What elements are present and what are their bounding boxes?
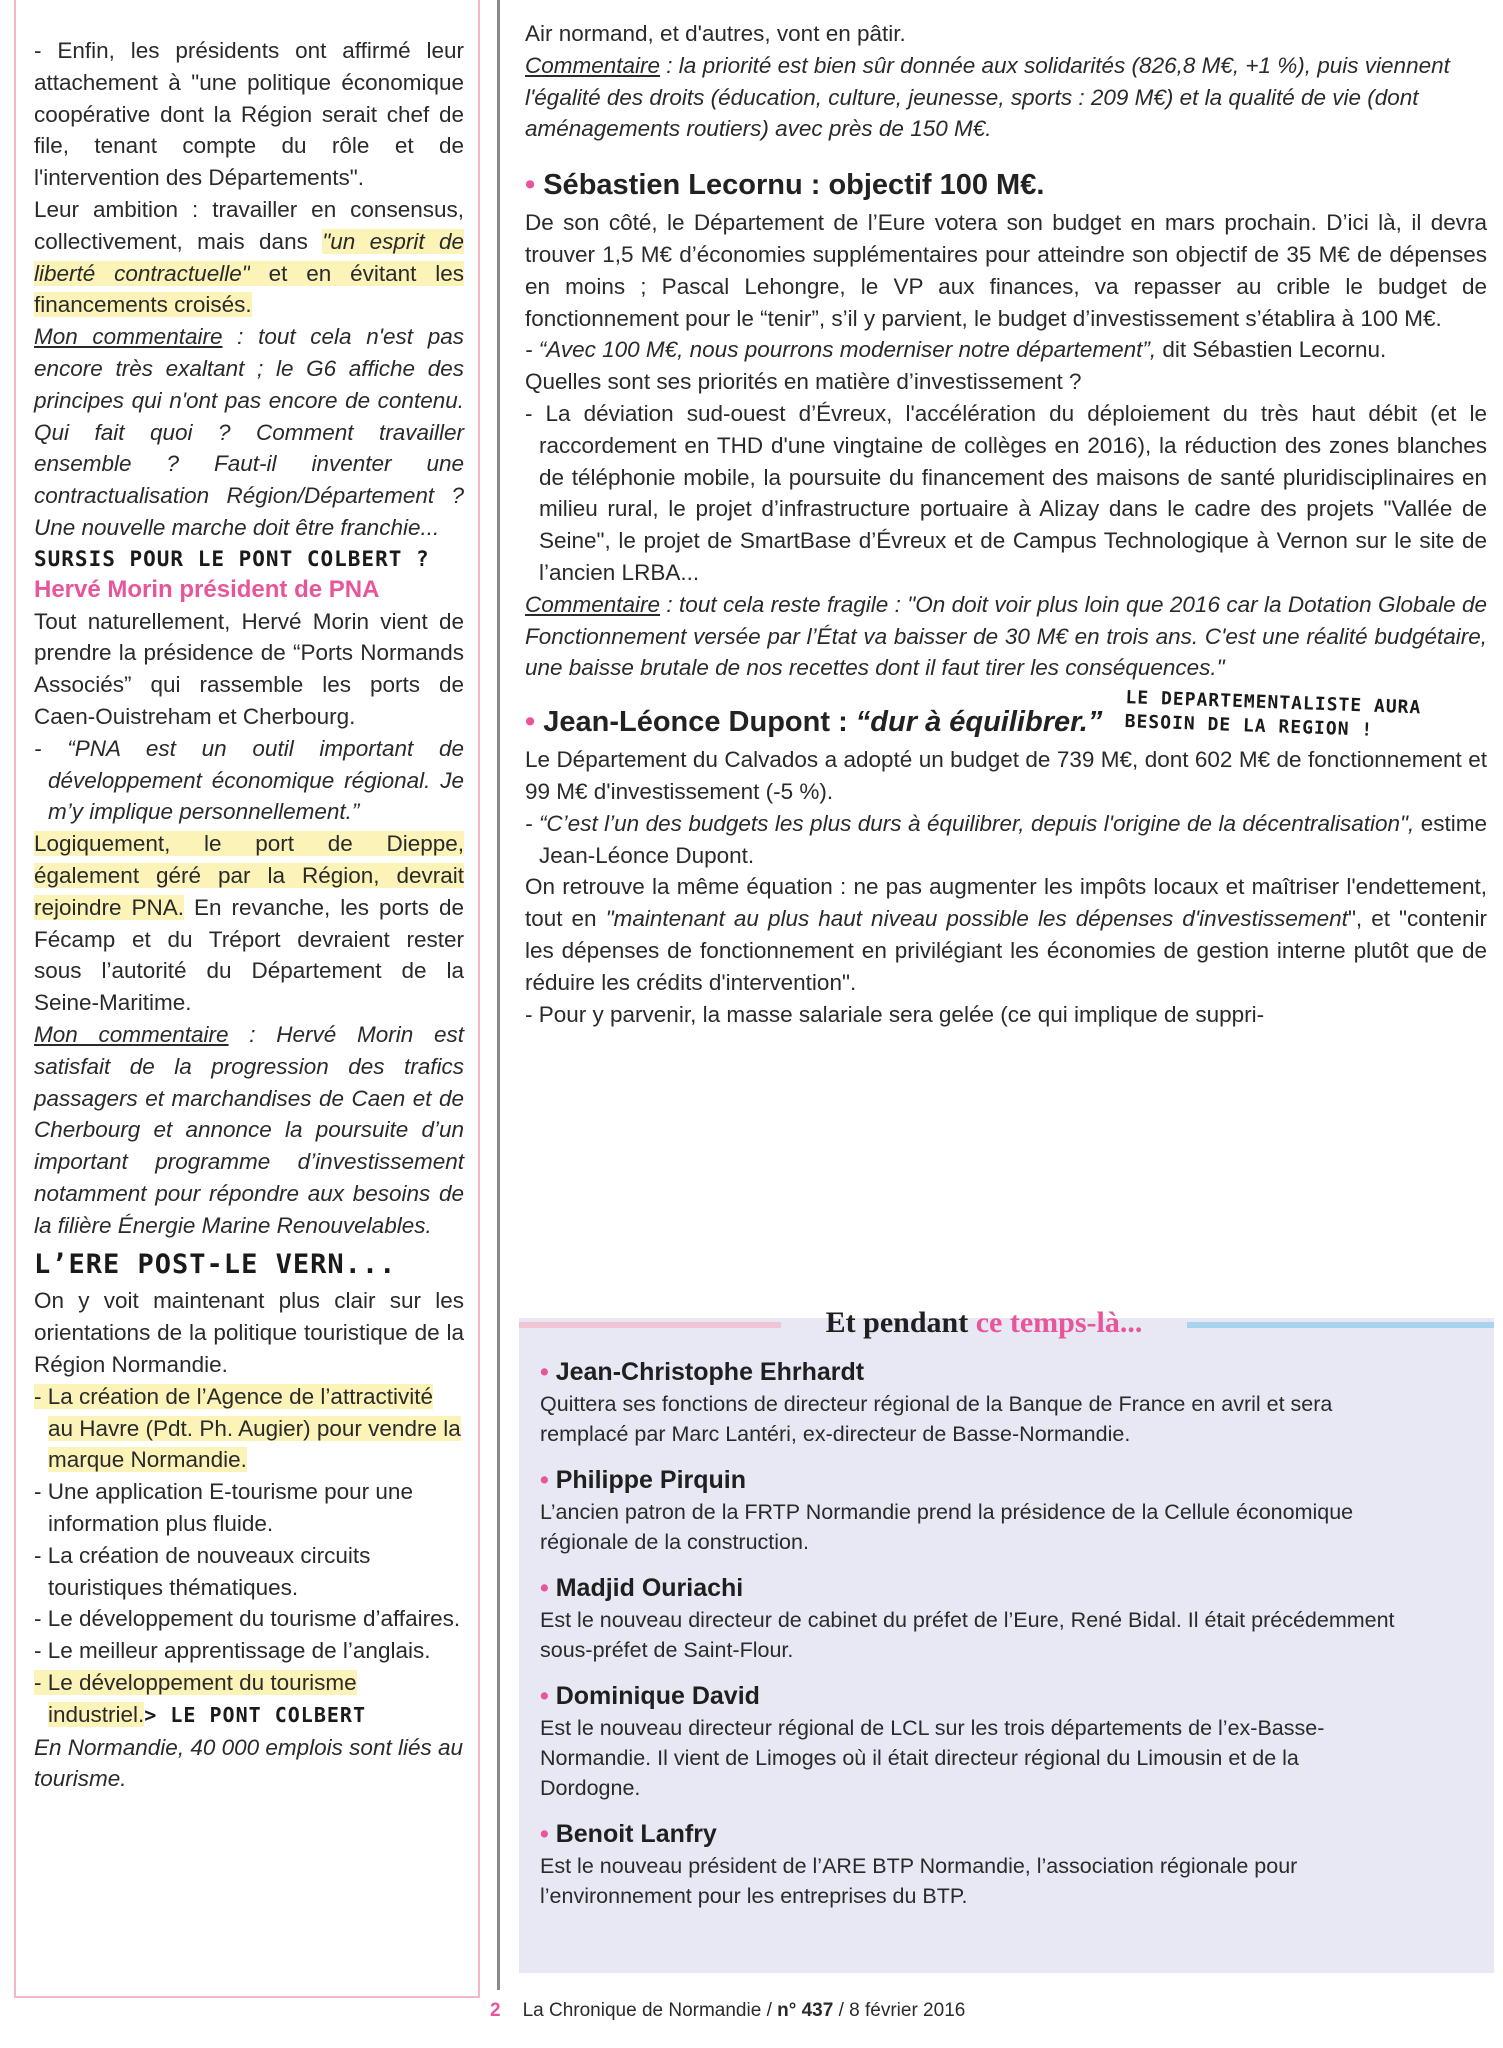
- paragraph-priorites: Quelles sont ses priorités en matière d’investissement ?: [525, 369, 1082, 395]
- bullet-icon: •: [540, 1682, 549, 1710]
- bullet-icon: •: [525, 706, 536, 739]
- issue-number: n° 437: [777, 2000, 834, 2021]
- page-number: 2: [490, 2000, 501, 2021]
- sidebar-item-text: Est le nouveau directeur de cabinet du préfet de l’Eure, René Bidal. Il était précédemment sous-préfet de Saint-Flour.: [540, 1608, 1395, 1662]
- bullet-icon: •: [540, 1466, 549, 1494]
- paragraph-investissements: - La déviation sud-ouest d’Évreux, l'accélération du déploiement du très haut débit (et le raccordement en THD d'une vingtaine de collèges en 2016), la réduction des zones blanches de téléphonie mobile, la poursuite du financement des maisons de santé pluridisciplinaires en milieu rural, le projet d’infrastructure portuaire à Alizay dans le cadre des projets "Vallée de Seine", le projet de SmartBase d’Évreux et de Campus Technologique à Vernon sur le site de l’ancien LRBA...: [525, 400, 1487, 585]
- paragraph-ports: Logiquement, le port de Dieppe, également géré par la Région, devrait rejoindre PNA. En revanche, les ports de Fécamp et du Tréport devraient rester sous l’autorité du Département de la Seine-Maritime.: [34, 831, 464, 1016]
- sidebar-list: [540, 1355, 1400, 1925]
- paragraph-ambition: Leur ambition : travailler en consensus, collectivement, mais dans "un esprit de liberté contractuelle" et en évitant les financements croisés.: [34, 196, 464, 318]
- left-column: [34, 35, 464, 1795]
- list-item: - Le développement du tourisme d’affaires.: [34, 1606, 461, 1632]
- sidebar-item-name: • Philippe Pirquin: [540, 1466, 747, 1494]
- paragraph-air-normand: Air normand, et d'autres, vont en pâtir.: [525, 21, 906, 46]
- list-item: - La création de l’Agence de l’attractivité au Havre (Pdt. Ph. Augier) pour vendre la marque Normandie.: [34, 1383, 461, 1473]
- comment-fragile: Commentaire : tout cela reste fragile : "On doit voir plus loin que 2016 car la Dotation Globale de Fonctionnement versée par l’État va baisser de 30 M€ en trois ans. C'est une réalité budgétaire, une baisse brutale de nos recettes dont il faut tirer les conséquences.": [525, 591, 1487, 681]
- comment-g6: Mon commentaire : tout cela n'est pas encore très exaltant ; le G6 affiche des principes qui n'ont pas encore de contenu. Qui fait quoi ? Comment travailler ensemble ? Faut-il inventer une contractualisation Région/Département ? Une nouvelle marche doit être franchie...: [34, 324, 464, 540]
- column-divider: [497, 0, 500, 1990]
- bullet-icon: •: [540, 1574, 549, 1602]
- heading-lecornu: • Sébastien Lecornu : objectif 100 M€.: [525, 169, 1045, 202]
- sidebar-item: [540, 1571, 1400, 1665]
- handwritten-note-colbert: > LE PONT COLBERT: [144, 1702, 366, 1727]
- comment-label: Mon commentaire: [34, 1021, 229, 1047]
- bullet-icon: •: [540, 1358, 549, 1386]
- paragraph-masse-salariale: - Pour y parvenir, la masse salariale sera gelée (ce qui implique de suppri-: [525, 1001, 1265, 1027]
- sidebar-item-text: L’ancien patron de la FRTP Normandie prend la présidence de la Cellule économique régionale de la construction.: [540, 1500, 1354, 1554]
- comment-label: Commentaire: [525, 52, 661, 78]
- sidebar-item-name: • Jean-Christophe Ehrhardt: [540, 1358, 865, 1386]
- sidebar-item-text: Quittera ses fonctions de directeur régional de la Banque de France en avril et sera remplacé par Marc Lantéri, ex-directeur de Basse-Normandie.: [540, 1392, 1333, 1446]
- paragraph-tourisme: On y voit maintenant plus clair sur les orientations de la politique touristique de la Région Normandie.: [34, 1288, 464, 1378]
- quote-pna: - “PNA est un outil important de développement économique régional. Je m’y implique personnellement.”: [34, 735, 464, 825]
- paragraph-eure: De son côté, le Département de l’Eure votera son budget en mars prochain. D’ici là, il devra trouver 1,5 M€ d’économies supplémentaires pour atteindre son objectif de 35 M€ de dépenses en moins ; Pascal Lehongre, le VP aux finances, va repasser au crible le budget de fonctionnement pour le “tenir”, s’il y parvient, le budget d’investissement s’établira à 100 M€.: [525, 210, 1487, 331]
- title-bar-pink: [519, 1322, 781, 1328]
- paragraph-presidents: - Enfin, les présidents ont affirmé leur attachement à "une politique économique coopérative dont la Région serait chef de file, tenant compte du rôle et de l'intervention des Départements".: [34, 38, 464, 191]
- heading-dupont: • Jean-Léonce Dupont : “dur à équilibrer.”: [525, 706, 1103, 739]
- sidebar-item: [540, 1463, 1400, 1557]
- list-item: - Une application E-tourisme pour une information plus fluide.: [34, 1479, 413, 1537]
- quote-liberte: "un esprit de liberté contractuelle": [34, 228, 464, 286]
- handwritten-note-ere: L’ERE POST-LE VERN...: [34, 1249, 397, 1281]
- right-column: [525, 18, 1487, 1030]
- sidebar-item-text: Est le nouveau directeur régional de LCL sur les trois départements de l’ex-Basse-Normandie. Il vient de Limoges où il était directeur régional du Limousin et de la Dordogne.: [540, 1716, 1325, 1800]
- issue-date: / 8 février 2016: [833, 2000, 966, 2021]
- bullet-icon: •: [540, 1820, 549, 1848]
- handwritten-note-sursis: SURSIS POUR LE PONT COLBERT ?: [34, 546, 430, 571]
- comment-label: Mon commentaire: [34, 324, 223, 350]
- sidebar-item: [540, 1679, 1400, 1803]
- sidebar-item-text: Est le nouveau président de l’ARE BTP Normandie, l’association régionale pour l’environnement pour les entreprises du BTP.: [540, 1854, 1298, 1908]
- title-bar-blue: [1187, 1322, 1494, 1328]
- comment-label: Commentaire: [525, 591, 661, 617]
- heading-dupont-wrap: [525, 687, 1487, 741]
- paragraph-pna: Tout naturellement, Hervé Morin vient de prendre la présidence de “Ports Normands Associés” qui rassemble les ports de Caen-Ouistreham et Cherbourg.: [34, 608, 464, 729]
- highlight-dieppe: Logiquement, le port de Dieppe, également géré par la Région, devrait rejoindre PNA.: [34, 831, 464, 920]
- tourism-list: [34, 1381, 464, 1667]
- page-footer: [490, 2000, 965, 2022]
- sidebar-item-name: • Madjid Ouriachi: [540, 1574, 744, 1602]
- quote-dupont: - “C’est l’un des budgets les plus durs à équilibrer, depuis l'origine de la décentralisation", estime Jean-Léonce Dupont.: [525, 810, 1487, 868]
- sidebar-title: Et pendant ce temps-là...: [825, 1306, 1143, 1339]
- paragraph-equation: On retrouve la même équation : ne pas augmenter les impôts locaux et maîtriser l'endettement, tout en "maintenant au plus haut niveau possible les dépenses d'investissement", et "contenir les dépenses de fonctionnement en privilégiant les économies de gestion interne plutôt que de réduire les crédits d'intervention".: [525, 874, 1488, 995]
- closing-emplois: En Normandie, 40 000 emplois sont liés au tourisme.: [34, 1734, 463, 1792]
- sidebar-item: [540, 1817, 1400, 1911]
- publication-name: La Chronique de Normandie /: [522, 2000, 778, 2021]
- list-item-industriel: - Le développement du tourisme industriel.> LE PONT COLBERT: [34, 1670, 366, 1727]
- list-item: - La création de nouveaux circuits touristiques thématiques.: [34, 1542, 371, 1600]
- sidebar-title-row: [519, 1308, 1494, 1338]
- handwritten-note-departementaliste: LE DEPARTEMENTALISTE AURA BESOIN DE LA REGION !: [1124, 687, 1422, 741]
- paragraph-calvados: Le Département du Calvados a adopté un budget de 739 M€, dont 602 M€ de fonctionnement et 99 M€ d'investissement (-5 %).: [525, 747, 1487, 804]
- bullet-icon: •: [525, 169, 536, 202]
- sidebar-item: [540, 1355, 1400, 1449]
- quote-lecornu: - “Avec 100 M€, nous pourrons moderniser notre département”, dit Sébastien Lecornu.: [525, 337, 1387, 363]
- comment-solidarites: Commentaire : la priorité est bien sûr donnée aux solidarités (826,8 M€, +1 %), puis viennent l'égalité des droits (éducation, culture, jeunesse, sports : 209 M€) et la qualité de vie (dont aménagements routiers) avec près de 150 M€.: [525, 52, 1450, 142]
- sidebar-item-name: • Dominique David: [540, 1682, 760, 1710]
- comment-morin: Mon commentaire : Hervé Morin est satisfait de la progression des trafics passagers et marchandises de Caen et de Cherbourg et annonce la poursuite d’un important programme d’investissement notamment pour répondre aux besoins de la filière Énergie Marine Renouvelables.: [34, 1021, 464, 1238]
- list-item: - Le meilleur apprentissage de l’anglais.: [34, 1638, 431, 1664]
- heading-pna: Hervé Morin président de PNA: [34, 575, 380, 603]
- sidebar-item-name: • Benoit Lanfry: [540, 1820, 717, 1848]
